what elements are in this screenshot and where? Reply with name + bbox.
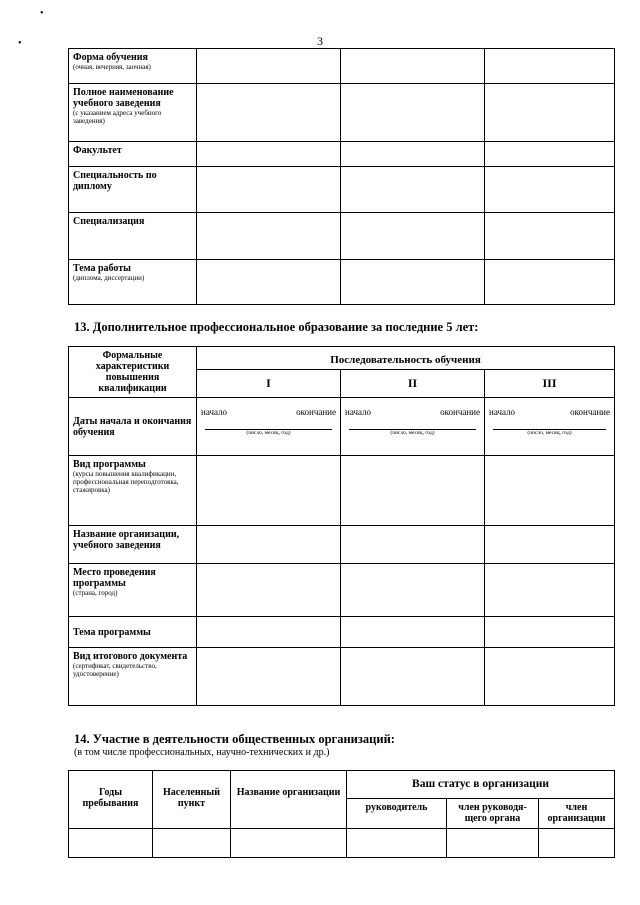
input-cell[interactable] (341, 456, 485, 526)
input-cell[interactable] (341, 84, 485, 142)
input-cell[interactable] (341, 213, 485, 260)
row-label-text: Специализация (73, 216, 145, 227)
row-label-text: Специальность по диплому (73, 170, 157, 192)
row-label-text: Вид итогового документа (73, 651, 188, 662)
date-cell[interactable] (485, 398, 615, 456)
row-label (69, 398, 197, 456)
header-status-head: руководитель (347, 799, 447, 829)
input-cell[interactable] (485, 617, 615, 648)
row-label-sub: (страна, город) (73, 589, 118, 597)
table-row (69, 564, 615, 617)
header-org-name: Название организации (231, 771, 347, 829)
page-number: 3 (317, 34, 323, 48)
input-cell[interactable] (341, 526, 485, 564)
row-label-text: Факультет (73, 145, 122, 156)
table-row (69, 617, 615, 648)
input-cell[interactable] (341, 167, 485, 213)
input-cell[interactable] (341, 648, 485, 706)
row-label-sub: (очная, вечерняя, заочная) (73, 63, 151, 71)
table-row (69, 398, 615, 456)
input-cell[interactable] (341, 617, 485, 648)
stray-mark: • (18, 38, 22, 49)
row-label-text: Полное наименование учебного заведения (73, 87, 174, 109)
date-cell[interactable] (197, 398, 341, 456)
input-cell[interactable] (197, 648, 341, 706)
header-status-board: член руководя- щего органа (447, 799, 539, 829)
input-cell[interactable] (231, 829, 347, 858)
row-label (69, 84, 197, 142)
input-cell[interactable] (485, 526, 615, 564)
input-cell[interactable] (197, 167, 341, 213)
input-cell[interactable] (341, 260, 485, 305)
input-cell[interactable] (539, 829, 615, 858)
row-label-text: Даты начала и окончания обучения (73, 415, 192, 438)
table-row (69, 260, 615, 305)
table-row (69, 829, 615, 858)
input-cell[interactable] (485, 167, 615, 213)
input-cell[interactable] (485, 49, 615, 84)
row-label-sub: (с указанием адреса учебного заведения) (73, 109, 162, 125)
input-cell[interactable] (485, 142, 615, 167)
table-row (69, 456, 615, 526)
row-label-text: Название организации, учебного заведения (73, 529, 180, 551)
row-label-text: Вид программы (73, 459, 146, 470)
table-row (69, 648, 615, 706)
date-end-label: окончание (570, 407, 610, 417)
row-label-text: Тема работы (73, 263, 131, 274)
header-label: Формальные характеристики повышения квалификации (69, 347, 197, 398)
section-13-title: 13. Дополнительное профессиональное образование за последние 5 лет: (74, 320, 479, 334)
input-cell[interactable] (485, 456, 615, 526)
table-row (69, 84, 615, 142)
input-cell[interactable] (197, 260, 341, 305)
section-14-subtitle: (в том числе профессиональных, научно-технических и др.) (74, 747, 330, 758)
table-row (69, 213, 615, 260)
date-end-label: окончание (296, 407, 336, 417)
row-label-sub: (курсы повышения квалификации, профессиональная переподготовка, стажировка) (73, 470, 179, 494)
column-header-2: II (341, 369, 485, 397)
input-cell[interactable] (447, 829, 539, 858)
date-start-label: начало (489, 407, 516, 417)
input-cell[interactable] (341, 564, 485, 617)
date-caption: (число, месяц, год) (527, 430, 572, 436)
table-row (69, 167, 615, 213)
input-cell[interactable] (197, 213, 341, 260)
row-label (69, 526, 197, 564)
row-label (69, 648, 197, 706)
input-cell[interactable] (197, 84, 341, 142)
input-cell[interactable] (341, 142, 485, 167)
input-cell[interactable] (347, 829, 447, 858)
stray-mark: • (40, 8, 44, 19)
qualification-table (68, 346, 615, 706)
date-start-label: начало (345, 407, 372, 417)
row-label (69, 617, 197, 648)
column-header-3: III (485, 369, 615, 397)
organizations-table (68, 770, 615, 858)
date-caption: (число, месяц, год) (390, 430, 435, 436)
row-label (69, 456, 197, 526)
input-cell[interactable] (197, 49, 341, 84)
input-cell[interactable] (485, 260, 615, 305)
input-cell[interactable] (485, 84, 615, 142)
row-label (69, 167, 197, 213)
date-cell[interactable] (341, 398, 485, 456)
row-label (69, 564, 197, 617)
input-cell[interactable] (197, 526, 341, 564)
education-table (68, 48, 615, 305)
input-cell[interactable] (485, 648, 615, 706)
table-header-row (69, 347, 615, 370)
input-cell[interactable] (197, 617, 341, 648)
section-14-title: 14. Участие в деятельности общественных организаций: (74, 732, 395, 746)
row-label-text: Форма обучения (73, 52, 148, 63)
table-row (69, 49, 615, 84)
row-label (69, 260, 197, 305)
input-cell[interactable] (341, 49, 485, 84)
header-years: Годы пребывания (69, 771, 153, 829)
input-cell[interactable] (197, 142, 341, 167)
date-start-label: начало (201, 407, 228, 417)
date-caption: (число, месяц, год) (246, 430, 291, 436)
row-label (69, 213, 197, 260)
input-cell[interactable] (197, 564, 341, 617)
row-label-sub: (диплома, диссертации) (73, 274, 145, 282)
input-cell[interactable] (69, 829, 153, 858)
row-label (69, 49, 197, 84)
table-row (69, 526, 615, 564)
date-end-label: окончание (440, 407, 480, 417)
input-cell[interactable] (197, 456, 341, 526)
header-status: Ваш статус в организации (347, 771, 615, 799)
header-place: Населенный пункт (153, 771, 231, 829)
input-cell[interactable] (485, 213, 615, 260)
input-cell[interactable] (153, 829, 231, 858)
row-label-text: Место проведения программы (73, 567, 156, 589)
row-label-text: Тема программы (73, 626, 151, 638)
row-label (69, 142, 197, 167)
header-status-member: член организации (539, 799, 615, 829)
table-header-row (69, 771, 615, 799)
row-label-sub: (сертификат, свидетельство, удостоверение) (73, 662, 157, 678)
input-cell[interactable] (485, 564, 615, 617)
table-row (69, 142, 615, 167)
header-sequence: Последовательность обучения (197, 347, 615, 370)
column-header-1: I (197, 369, 341, 397)
